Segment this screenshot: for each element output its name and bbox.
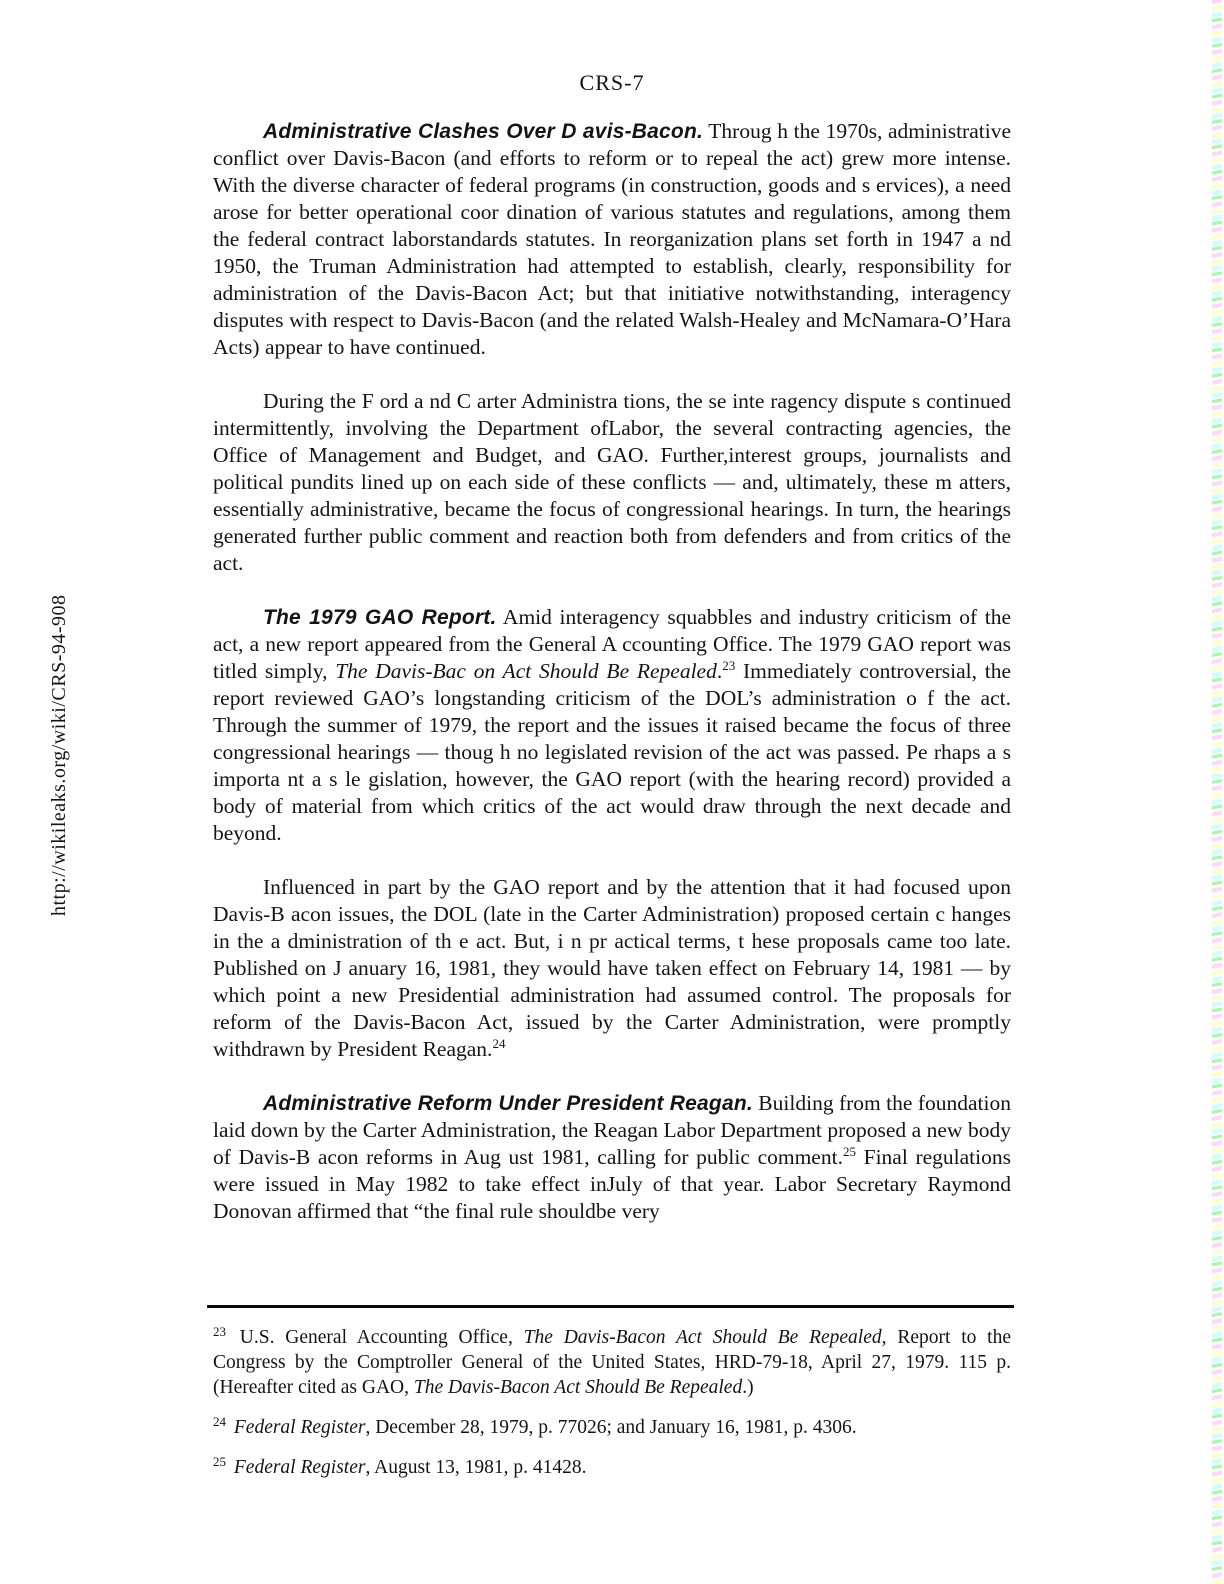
- footnote: [213, 1455, 1011, 1480]
- page-number-header: CRS-7: [579, 70, 645, 95]
- paragraph: [213, 874, 1011, 1063]
- wikileaks-source-watermark: http://wikileaks.org/wiki/CRS-94-908: [48, 594, 70, 916]
- text-segment-italic: The Davis-Bac on Act Should Be Repealed: [335, 659, 717, 683]
- text-segment-normal: During the F ord a nd C arter Administra tions, the se inte ragency dispute s continued intermittently, involving the Department ofLabor, the several contracting agencies, the Office of Management and Budget, and GAO. Further,interest groups, journalists and political pundits lined up on each side of these conflicts — and, ultimately, these m atters, essentially administrative, became the focus of congressional hearings. In turn, the hearings generated further public comment and reaction both from defenders and from critics of the act.: [213, 389, 1011, 575]
- text-segment-normal: .: [716, 659, 723, 683]
- text-segment-normal: Influenced in part by the GAO report and by the attention that it had focused upon Davis-B acon issues, the DOL (late in the Carter Administration) proposed certain c hanges in the a dministration of th e act. But, i n pr actical terms, t hese proposals came too late. Published on J anuary 16, 1981, they would have taken effect on February 14, 1981 — by which point a new Presidential administration had assumed control. The proposals for reform of the Davis-Bacon Act, issued by the Carter Administration, were promptly withdrawn by President Reagan.: [213, 875, 1011, 1061]
- text-segment-sup: 24: [492, 1035, 506, 1051]
- footnotes-section: [213, 1325, 1011, 1495]
- text-segment-italic: The Davis-Bacon Act Should Be Repealed: [523, 1327, 882, 1348]
- footnote-marker: 24: [213, 1413, 226, 1429]
- paragraph: [213, 604, 1011, 847]
- text-segment-normal: Amid interagency squabbles and industry criticism of the act, a new report appeared from the General A ccounting Office. The 1979 GAO report was titled simply,: [213, 605, 1012, 683]
- text-segment-heading: Administrative Clashes Over D avis-Bacon.: [263, 120, 704, 143]
- text-segment-normal: U.S. General Accounting Office,: [229, 1327, 524, 1348]
- paragraph: [213, 118, 1011, 361]
- text-segment-italic: Federal Register: [229, 1417, 366, 1438]
- text-segment-sup: 23: [722, 657, 736, 673]
- document-body: [213, 118, 1011, 1252]
- paragraph: [213, 388, 1011, 577]
- text-segment-sup: 25: [842, 1143, 856, 1159]
- footnote: [213, 1325, 1011, 1400]
- text-segment-heading: Administrative Reform Under President Reagan.: [263, 1092, 753, 1115]
- footnote-marker: 23: [213, 1323, 226, 1339]
- scan-edge-color-pattern: [1212, 0, 1222, 1584]
- text-segment-heading: The 1979 GAO Report.: [263, 606, 497, 629]
- text-segment-normal: , August 13, 1981, p. 41428.: [365, 1457, 587, 1478]
- text-segment-normal: , Report to the Congress by the Comptroller General of the United States, HRD-79-18, April 27, 1979. 115 p. (Hereafter cited as GAO,: [213, 1327, 1011, 1398]
- text-segment-italic: The Davis-Bacon Act Should Be Repealed: [413, 1377, 743, 1398]
- footnote: [213, 1415, 1011, 1440]
- text-segment-italic: Federal Register: [229, 1457, 366, 1478]
- text-segment-normal: , December 28, 1979, p. 77026; and January 16, 1981, p. 4306.: [365, 1417, 857, 1438]
- text-segment-normal: Throug h the 1970s, administrative conflict over Davis-Bacon (and efforts to reform or to repeal the act) grew more intense. With the diverse character of federal programs (in construction, goods and s ervices), a need arose for better operational coor dination of various statutes and regulations, among them the federal contract laborstandards statutes. In reorganization plans set forth in 1947 a nd 1950, the Truman Administration had attempted to establish, clearly, responsibility for administration of the Davis-Bacon Act; but that initiative notwithstanding, interagency disputes with respect to Davis-Bacon (and the related Walsh-Healey and McNamara-O’Hara Acts) appear to have continued.: [213, 119, 1011, 359]
- text-segment-normal: Immediately controversial, the report reviewed GAO’s longstanding criticism of the DOL’s administration o f the act. Through the summer of 1979, the report and the issues it raised became the focus of three congressional hearings — thoug h no legislated revision of the act was passed. Pe rhaps a s importa nt a s le gislation, however, the GAO report (with the hearing record) provided a body of material from which critics of the act would draw through the next decade and beyond.: [213, 659, 1011, 845]
- footnote-marker: 25: [213, 1453, 226, 1469]
- text-segment-normal: Final regulations were issued in May 1982 to take effect inJuly of that year. Labor Secretary Raymond Donovan affirmed that “the final rule shouldbe very: [213, 1145, 1011, 1223]
- footnote-separator-rule: [207, 1305, 1014, 1308]
- paragraph: [213, 1090, 1011, 1225]
- text-segment-normal: .): [742, 1377, 754, 1398]
- text-segment-normal: Building from the foundation laid down by the Carter Administration, the Reagan Labor Department proposed a new body of Davis-B acon reforms in Aug ust 1981, calling for public comment.: [213, 1091, 1011, 1169]
